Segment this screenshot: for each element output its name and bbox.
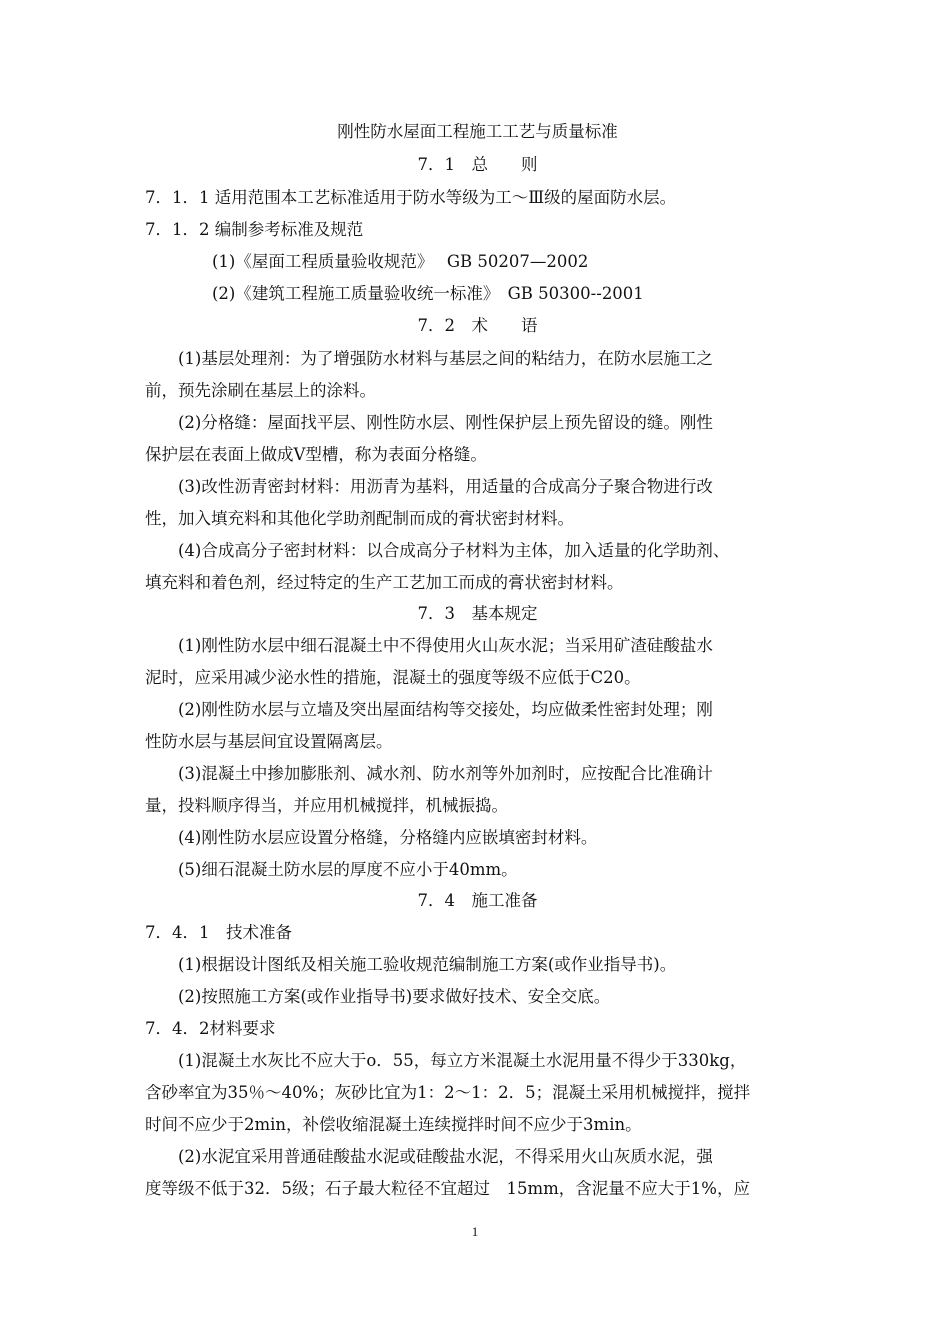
rule-3-line-2: 量，投料顺序得当，并应用机械搅拌，机械振捣。 <box>145 796 508 815</box>
rule-1-line-2: 泥时，应采用减少泌水性的措施，混凝土的强度等级不应低于C20。 <box>145 668 641 687</box>
section-heading-7-3: 7．3 基本规定 <box>417 604 538 623</box>
material-2-line-1: (2)水泥宜采用普通硅酸盐水泥或硅酸盐水泥，不得采用火山灰质水泥，强 <box>178 1147 713 1166</box>
page-number: 1 <box>471 1224 479 1239</box>
section-heading-7-2: 7．2 术 语 <box>417 316 538 335</box>
section-heading-7-4: 7．4 施工准备 <box>417 891 538 910</box>
term-3-line-2: 性，加入填充料和其他化学助剂配制而成的膏状密封材料。 <box>145 509 574 528</box>
section-heading-7-1: 7．1 总 则 <box>417 155 538 174</box>
rule-3-line-1: (3)混凝土中掺加膨胀剂、减水剂、防水剂等外加剂时，应按配合比准确计 <box>178 764 713 783</box>
rule-4: (4)刚性防水层应设置分格缝，分格缝内应嵌填密封材料。 <box>178 828 598 847</box>
term-1-line-1: (1)基层处理剂：为了增强防水材料与基层之间的粘结力，在防水层施工之 <box>178 349 713 368</box>
term-4-line-2: 填充料和着色剂，经过特定的生产工艺加工而成的膏状密封材料。 <box>145 573 624 592</box>
prep-1: (1)根据设计图纸及相关施工验收规范编制施工方案(或作业指导书)。 <box>178 955 677 974</box>
rule-2-line-1: (2)刚性防水层与立墙及突出屋面结构等交接处，均应做柔性密封处理；刚 <box>178 700 713 719</box>
rule-1-line-1: (1)刚性防水层中细石混凝土中不得使用火山灰水泥；当采用矿渣硅酸盐水 <box>178 636 713 655</box>
term-4-line-1: (4)合成高分子密封材料：以合成高分子材料为主体，加入适量的化学助剂、 <box>178 541 730 560</box>
term-2-line-2: 保护层在表面上做成V型槽，称为表面分格缝。 <box>145 445 487 464</box>
clause-7-1-1: 7．1．1 适用范围本工艺标准适用于防水等级为工～Ⅲ级的屋面防水层。 <box>145 188 677 207</box>
prep-2: (2)按照施工方案(或作业指导书)要求做好技术、安全交底。 <box>178 987 611 1006</box>
reference-1: (1)《屋面工程质量验收规范》 GB 50207—2002 <box>212 252 589 271</box>
rule-2-line-2: 性防水层与基层间宜设置隔离层。 <box>145 732 393 751</box>
clause-7-4-2: 7．4．2材料要求 <box>145 1019 276 1038</box>
rule-5: (5)细石混凝土防水层的厚度不应小于40mm。 <box>178 860 518 879</box>
reference-2: (2)《建筑工程施工质量验收统一标准》 GB 50300--2001 <box>212 284 644 303</box>
clause-7-4-1: 7．4．1 技术准备 <box>145 923 292 942</box>
material-2-line-2: 度等级不低于32．5级；石子最大粒径不宜超过 15mm，含泥量不应大于1%，应 <box>145 1179 750 1198</box>
clause-7-1-2: 7．1．2 编制参考标准及规范 <box>145 220 364 239</box>
term-3-line-1: (3)改性沥青密封材料：用沥青为基料，用适量的合成高分子聚合物进行改 <box>178 477 713 496</box>
material-1-line-1: (1)混凝土水灰比不应大于o．55，每立方米混凝土水泥用量不得少于330kg， <box>178 1051 747 1070</box>
material-1-line-2: 含砂率宜为35％～40%；灰砂比宜为1：2～1：2．5；混凝土采用机械搅拌，搅拌 <box>145 1083 751 1102</box>
material-1-line-3: 时间不应少于2min，补偿收缩混凝土连续搅拌时间不应少于3min。 <box>145 1115 642 1134</box>
term-2-line-1: (2)分格缝：屋面找平层、刚性防水层、刚性保护层上预先留设的缝。刚性 <box>178 413 713 432</box>
document-title: 刚性防水屋面工程施工工艺与质量标准 <box>337 122 618 141</box>
term-1-line-2: 前，预先涂刷在基层上的涂料。 <box>145 381 376 400</box>
